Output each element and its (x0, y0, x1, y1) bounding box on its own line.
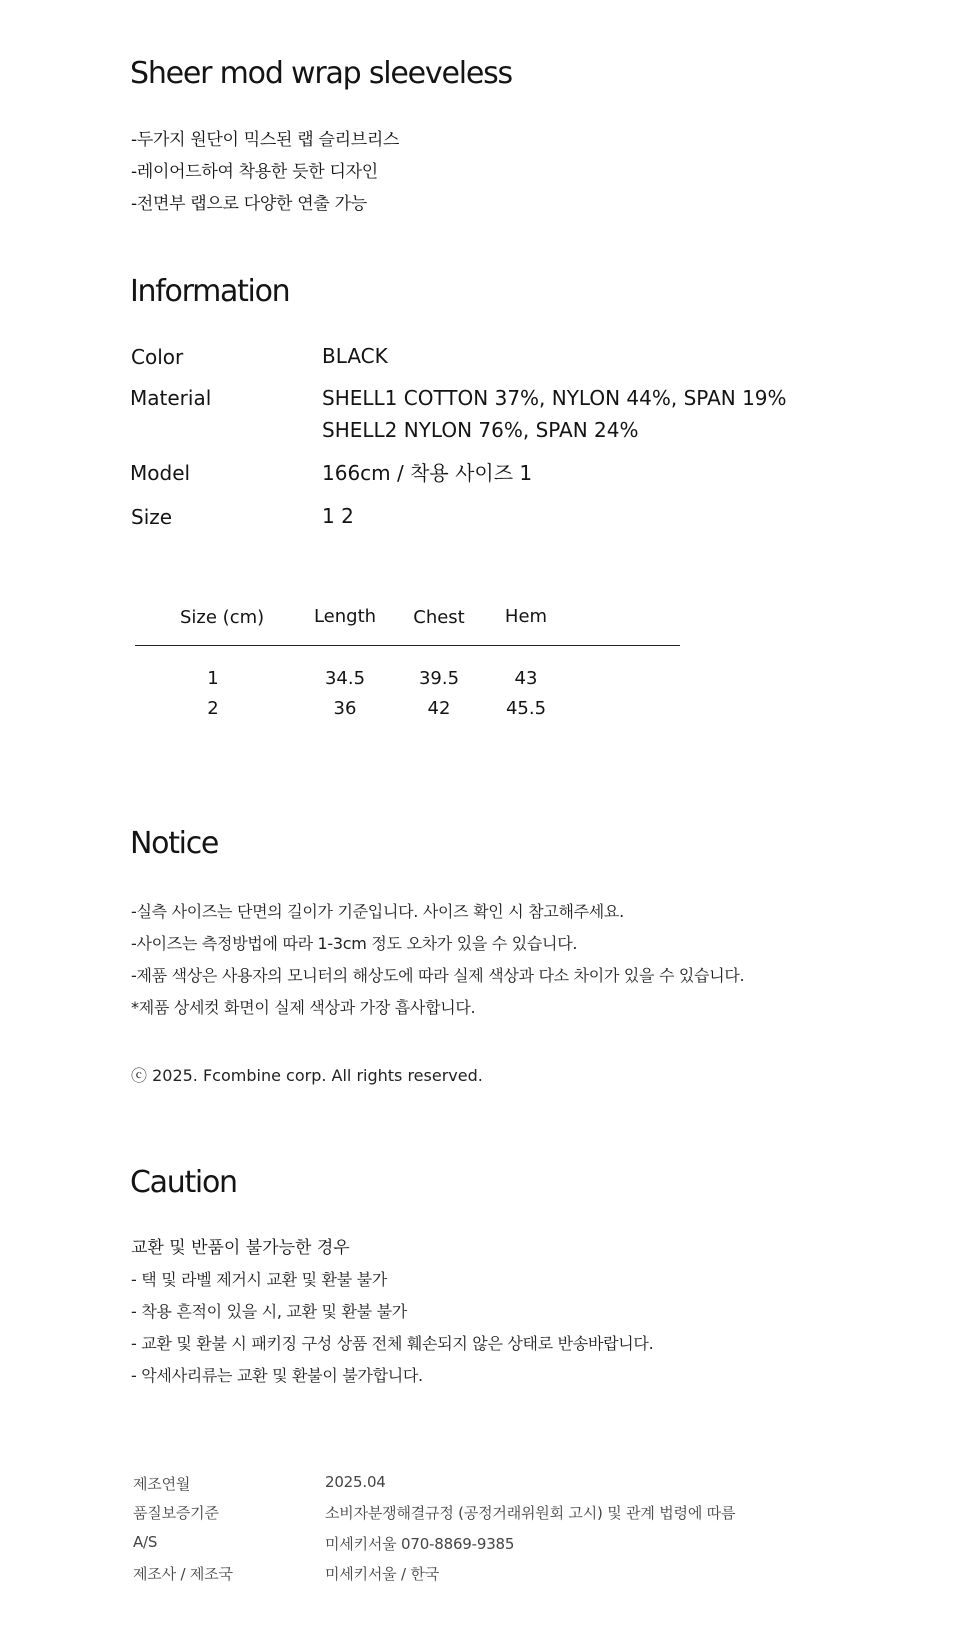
notice-line: -실측 사이즈는 단면의 길이가 기준입니다. 사이즈 확인 시 참고해주세요. (131, 902, 624, 921)
size-table-header-chest: Chest (413, 607, 465, 628)
caution-line: - 악세사리류는 교환 및 환불이 불가합니다. (131, 1366, 423, 1385)
info-label-model: Model (130, 461, 191, 485)
caution-heading: Caution (130, 1165, 237, 1200)
size-table-header-size: Size (cm) (180, 607, 265, 628)
description-line: -전면부 랩으로 다양한 연출 가능 (131, 194, 367, 214)
quality-standard-label: 품질보증기준 (133, 1504, 219, 1522)
product-title: Sheer mod wrap sleeveless (130, 56, 512, 91)
info-value-material-2: SHELL2 NYLON 76%, SPAN 24% (322, 418, 639, 442)
as-value: 미세키서울 070-8869-9385 (325, 1535, 515, 1553)
table-cell-size: 1 (207, 668, 219, 689)
notice-line: -사이즈는 측정방법에 따라 1-3cm 정도 오차가 있을 수 있습니다. (131, 934, 578, 953)
table-cell-length: 36 (333, 698, 357, 719)
info-value-size: 1 2 (322, 504, 354, 528)
copyright-text: ⓒ 2025. Fcombine corp. All rights reserved. (131, 1066, 483, 1085)
manufacturer-label: 제조사 / 제조국 (133, 1565, 233, 1583)
description-line: -두가지 원단이 믹스된 랩 슬리브리스 (131, 130, 400, 150)
notice-heading: Notice (130, 826, 219, 861)
manufacture-date-value: 2025.04 (325, 1473, 386, 1491)
caution-line: - 교환 및 환불 시 패키징 구성 상품 전체 훼손되지 않은 상태로 반송바랍니다. (131, 1334, 654, 1353)
manufacture-date-label: 제조연월 (133, 1475, 191, 1493)
manufacturer-value: 미세키서울 / 한국 (325, 1565, 440, 1583)
notice-line: -제품 색상은 사용자의 모니터의 해상도에 따라 실제 색상과 다소 차이가 있을 수 있습니다. (131, 966, 745, 985)
size-table-divider (135, 645, 680, 646)
table-cell-size: 2 (207, 698, 219, 719)
as-label: A/S (133, 1533, 158, 1551)
table-cell-hem: 45.5 (505, 698, 547, 719)
info-value-material-1: SHELL1 COTTON 37%, NYLON 44%, SPAN 19% (322, 386, 787, 410)
table-cell-length: 34.5 (324, 668, 366, 689)
notice-line: *제품 상세컷 화면이 실제 색상과 가장 흡사합니다. (131, 998, 476, 1017)
info-label-size: Size (131, 505, 173, 529)
info-label-material: Material (130, 386, 212, 410)
caution-line: - 택 및 라벨 제거시 교환 및 환불 불가 (131, 1270, 387, 1289)
size-table-header-hem: Hem (504, 606, 548, 627)
info-label-color: Color (131, 345, 184, 369)
information-heading: Information (130, 274, 290, 309)
table-cell-chest: 42 (427, 698, 451, 719)
table-cell-hem: 43 (514, 668, 538, 689)
info-value-color: BLACK (322, 344, 388, 368)
size-table-header-length: Length (313, 606, 377, 627)
table-cell-chest: 39.5 (418, 668, 460, 689)
caution-line: - 착용 흔적이 있을 시, 교환 및 환불 불가 (131, 1302, 407, 1321)
caution-subtitle: 교환 및 반품이 불가능한 경우 (131, 1238, 350, 1258)
quality-standard-value: 소비자분쟁해결규정 (공정거래위원회 고시) 및 관계 법령에 따름 (325, 1504, 736, 1522)
info-value-model: 166cm / 착용 사이즈 1 (322, 461, 533, 485)
description-line: -레이어드하여 착용한 듯한 디자인 (131, 162, 378, 182)
